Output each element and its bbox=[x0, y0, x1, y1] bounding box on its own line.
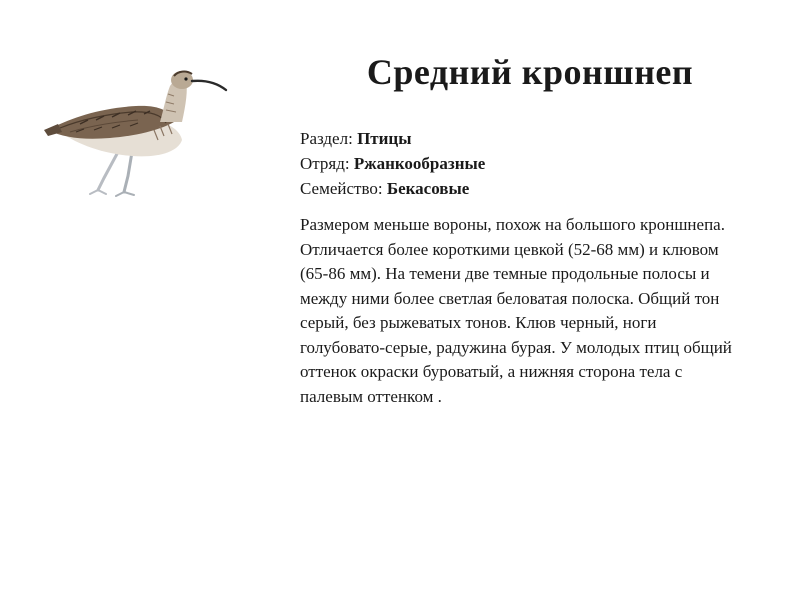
taxonomy-family-label: Семейство: bbox=[300, 179, 387, 198]
taxonomy-class-row bbox=[300, 126, 740, 151]
taxonomy-class-value: Птицы bbox=[357, 129, 412, 148]
taxonomy-order-label: Отряд: bbox=[300, 154, 354, 173]
taxonomy-order-value: Ржанкообразные bbox=[353, 154, 486, 173]
taxonomy-block bbox=[300, 126, 740, 201]
taxonomy-class-label: Раздел: bbox=[300, 129, 358, 148]
taxonomy-order-row bbox=[300, 151, 740, 176]
taxonomy-family-value: Бекасовые bbox=[386, 179, 470, 198]
page-title: Средний кроншнеп bbox=[366, 52, 694, 92]
taxonomy-family-row bbox=[300, 176, 740, 201]
curlew-bird-illustration bbox=[40, 60, 240, 210]
species-description: Размером меньше вороны, похож на большого кроншнепа. Отличается более короткими цевкой (52-68 мм) и клювом (65-86 мм). На темени две темные продольные полосы и между ними более светлая беловатая полоска. Общий тон серый, без рыжеватых тонов. Клюв черный, ноги голубовато-серые, радужина бурая. У молодых птиц общий оттенок окраски буроватый, а нижняя сторона тела с палевым оттенком . bbox=[300, 215, 732, 406]
